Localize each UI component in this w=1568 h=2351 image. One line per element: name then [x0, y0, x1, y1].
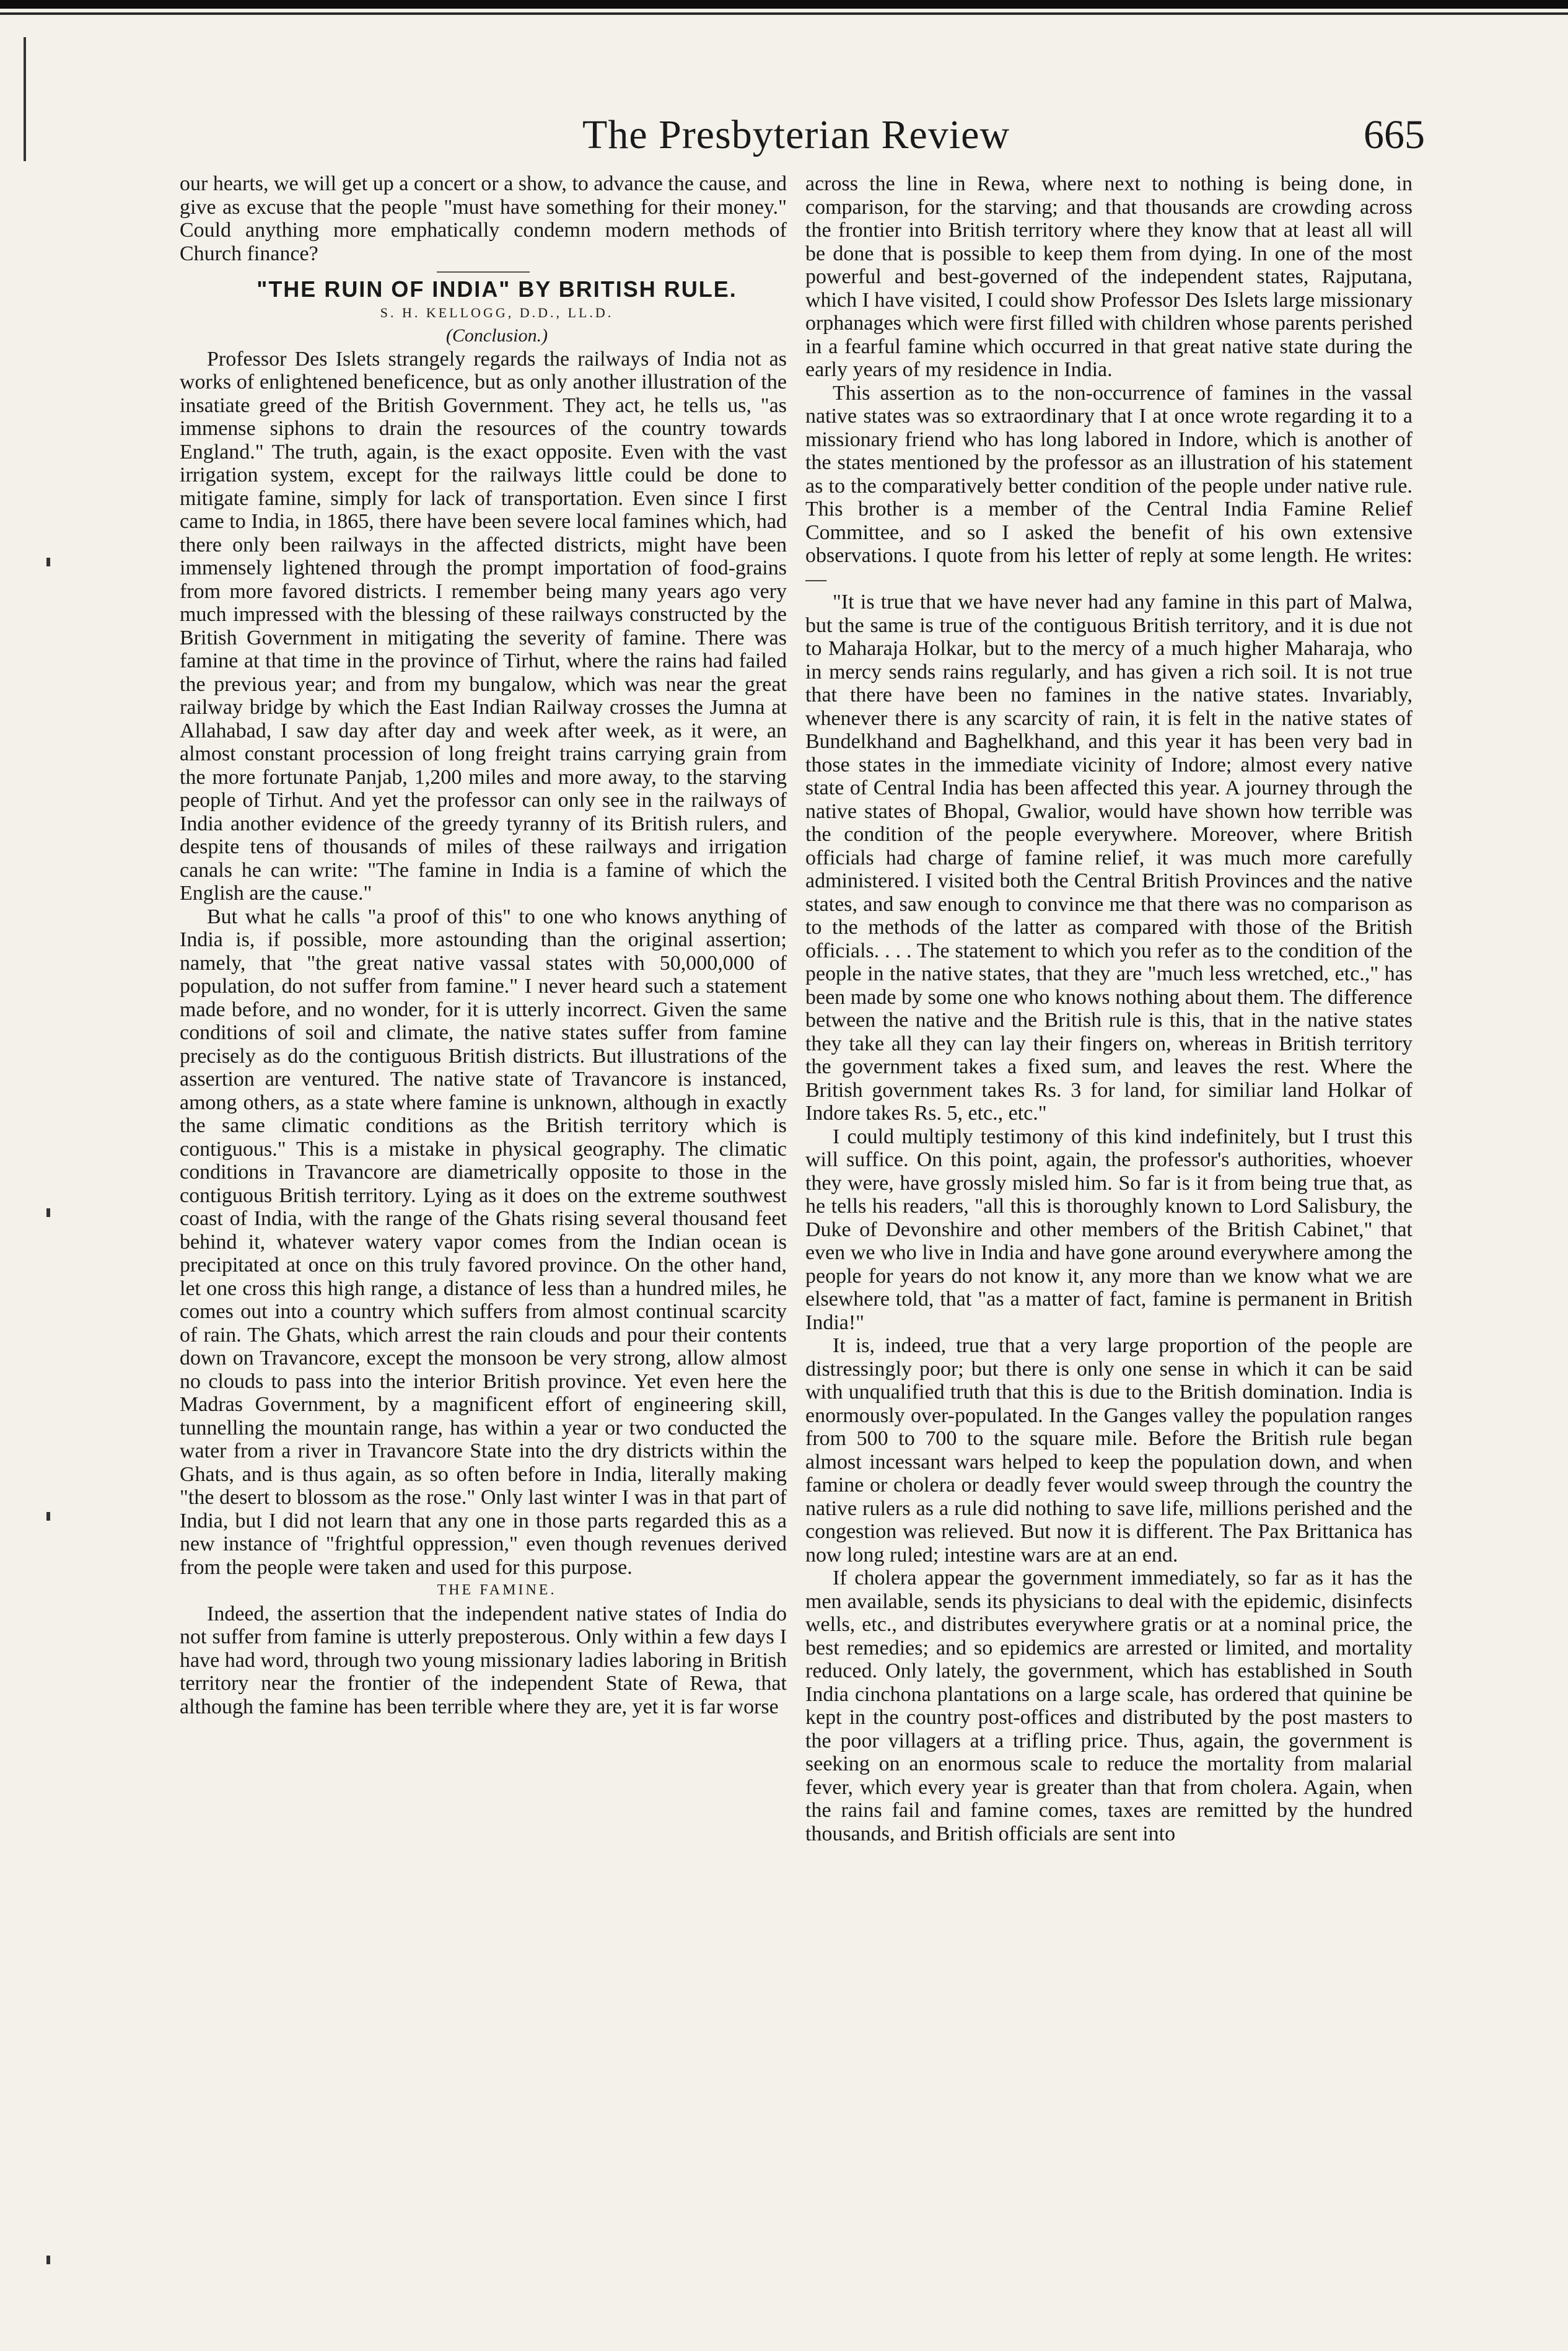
article-heading: "THE RUIN OF INDIA" BY BRITISH RULE.	[256, 276, 737, 302]
margin-mark	[46, 1512, 50, 1521]
body-paragraph: If cholera appear the government immediately, so far as it has the men available, sends its physicians to deal with the epidemic, disinfects wells, etc., and distributes everywhere gratis or at a nominal price, the best remedies; and so epidemics are arrested or limited, and mortality reduced. Only lately, the government, which has established in South India cinchona plantations on a large scale, has ordered that quinine be kept in the country post-offices and distributed by the post masters to the poor villagers at a trifling price. Thus, again, the government is seeking on an enormous scale to reduce the mortality from malarial fever, which every year is greater than that from cholera. Again, when the rains fail and famine comes, taxes are remitted by the hundred thousands, and British officials are sent into	[805, 1567, 1413, 1845]
page-header	[149, 99, 1425, 167]
body-paragraph: This assertion as to the non-occurrence of famines in the vassal native states was so extraordinary that I at once wrote regarding it to a missionary friend who has long labored in Indore, which is another of the states mentioned by the professor as an illustration of his statement as to the comparatively better condition of the people under native rule. This brother is a member of the Central India Famine Relief Committee, and so I asked the benefit of his own extensive observations. I quote from his letter of reply at some length. He writes:—	[805, 381, 1413, 591]
body-paragraph: It is, indeed, true that a very large proportion of the people are distressingly poor; but there is only one sense in which it can be said with unqualified truth that this is due to the British domination. India is enormously over-populated. In the Ganges valley the population ranges from 500 to 700 to the square mile. Before the British rule began almost incessant wars helped to keep the population down, and when famine or cholera or deadly fever would sweep through the country the native rulers as a rule did nothing to save life, millions perished and the congestion was relieved. But now it is different. The Pax Brittanica has now long ruled; intestine wars are at an end.	[805, 1334, 1413, 1567]
quoted-letter: "It is true that we have never had any famine in this part of Malwa, but the same is true of the contiguous British territory, and it is due not to Maharaja Holkar, but to the mercy of a much higher Maharaja, who in mercy sends rains regularly, and has given a rich soil. It is not true that there have been no famines in the native states. Invariably, whenever there is any scarcity of rain, it is felt in the native states of Bundelkhand and Baghelkhand, and this year it has been very bad in those states in the immediate vicinity of Indore; almost every native state of Central India has been affected this year. A journey through the native states of Bhopal, Gwalior, would have shown how terrible was the condition of the people everywhere. Moreover, where British officials had charge of famine relief, it was much more carefully administered. I visited both the Central British Provinces and the native states, and saw enough to convince me that there was no comparison as to the methods of the latter as compared with those of the British officials. . . . The statement to which you refer as to the condition of the people in the native states, that they are "much less wretched, etc.," has been made by some one who knows nothing about them. The difference between the native and the British rule is this, that in the native states they take all they can lay their fingers on, whereas in British territory the government takes a fixed sum, and leaves the rest. Where the British government takes Rs. 3 for land, for similiar land Holkar of Indore takes Rs. 5, etc., etc."	[805, 591, 1413, 1125]
top-border-rule	[0, 0, 1568, 9]
top-border-rule-thin	[0, 12, 1568, 15]
section-divider	[437, 271, 530, 273]
body-paragraph: Indeed, the assertion that the independent native states of India do not suffer from famine is utterly preposterous. Only within a few days I have had word, through two young missionary ladies laboring in British territory near the frontier of the independent State of Rewa, that although the famine has been terrible where they are, yet it is far worse	[180, 1602, 787, 1718]
article-byline: S. H. KELLOGG, D.D., LL.D.	[380, 304, 614, 320]
body-paragraph: across the line in Rewa, where next to nothing is being done, in comparison, for the starving; and that thousands are crowding across the frontier into British territory where they know that at least all will be done that is possible to keep them from dying. In one of the most powerful and best-governed of the independent states, Rajputana, which I have visited, I could show Professor Des Islets large missionary orphanages which were first filled with children whose parents perished in a fearful famine which occurred in that great native state during the early years of my residence in India.	[805, 172, 1413, 381]
intro-paragraph: our hearts, we will get up a concert or a show, to advance the cause, and give as excuse that the people "must have something for their money." Could anything more emphatically condemn modern methods of Church finance?	[180, 172, 787, 265]
margin-mark	[46, 1208, 50, 1217]
section-subheading: THE FAMINE.	[437, 1582, 557, 1598]
running-title: The Presbyterian Review	[582, 112, 1010, 157]
binding-mark	[24, 37, 26, 161]
right-column	[805, 172, 1413, 2322]
left-column	[180, 172, 787, 2322]
body-paragraph: I could multiply testimony of this kind indefinitely, but I trust this will suffice. On this point, again, the professor's authorities, whoever they were, have grossly misled him. So far is it from being true that, as he tells his readers, "all this is thoroughly known to Lord Salisbury, the Duke of Devonshire and other members of the British Cabinet," that even we who live in India and have gone around everywhere among the people for years do not know it, any more than we know what we are elsewhere told, that "as a matter of fact, famine is permanent in British India!"	[805, 1125, 1413, 1334]
margin-mark	[46, 558, 50, 566]
body-paragraph: Professor Des Islets strangely regards the railways of India not as works of enlightened beneficence, but as only another illustration of the insatiate greed of the British Government. They act, he tells us, "as immense siphons to drain the resources of the country towards England." The truth, again, is the exact opposite. Even with the vast irrigation system, except for the railways little could be done to mitigate famine, simply for lack of transportation. Even since I first came to India, in 1865, there have been severe local famines which, had there only been railways in the affected districts, might have been immensely lightened through the prompt importation of food-grains from more favored districts. I remember being many years ago very much impressed with the blessing of these railways constructed by the British Government in mitigating the severity of famine. There was famine at that time in the province of Tirhut, where the rains had failed the previous year; and from my bungalow, which was near the great railway bridge by which the East Indian Railway crosses the Jumna at Allahabad, I saw day after day and week after week, as it were, an almost constant procession of long freight trains carrying grain from the more fortunate Panjab, 1,200 miles and more away, to the starving people of Tirhut. And yet the professor can only see in the railways of India another evidence of the greedy tyranny of its British rulers, and despite tens of thousands of miles of these railways and irrigation canals he can write: "The famine in India is a famine of which the English are the cause."	[180, 347, 787, 905]
margin-mark	[46, 2256, 50, 2264]
page-number: 665	[1364, 112, 1425, 157]
body-paragraph: But what he calls "a proof of this" to one who knows anything of India is, if possible, more astounding than the original assertion; namely, that "the great native vassal states with 50,000,000 of population, do not suffer from famine." I never heard such a statement made before, and no wonder, for it is utterly incorrect. Given the same conditions of soil and climate, the native states suffer from famine precisely as do the contiguous British districts. But illustrations of the assertion are ventured. The native state of Travancore is instanced, among others, as a state where famine is unknown, although in exactly the same climatic conditions as the British territory which is contiguous." This is a mistake in physical geography. The climatic conditions in Travancore are diametrically opposite to those in the contiguous British territory. Lying as it does on the extreme southwest coast of India, with the range of the Ghats rising several thousand feet behind it, whatever watery vapor comes from the Indian ocean is precipitated at once on this truly favored province. On the other hand, let one cross this high range, a distance of less than a hundred miles, he comes out into a country which suffers from almost continual scarcity of rain. The Ghats, which arrest the rain clouds and pour their contents down on Travancore, except the monsoon be very strong, allow almost no clouds to pass into the interior British province. Yet even here the Madras Government, by a magnificent effort of engineering skill, tunnelling the mountain range, has within a year or two conducted the water from a river in Travancore State into the dry districts within the Ghats, and is thus again, as so often before in India, literally making "the desert to blossom as the rose." Only last winter I was in that part of India, but I did not learn that any one in those parts regarded this as a new instance of "frightful oppression," even though revenues derived from the people were taken and used for this purpose.	[180, 905, 787, 1579]
article-subnote: (Conclusion.)	[445, 325, 548, 346]
